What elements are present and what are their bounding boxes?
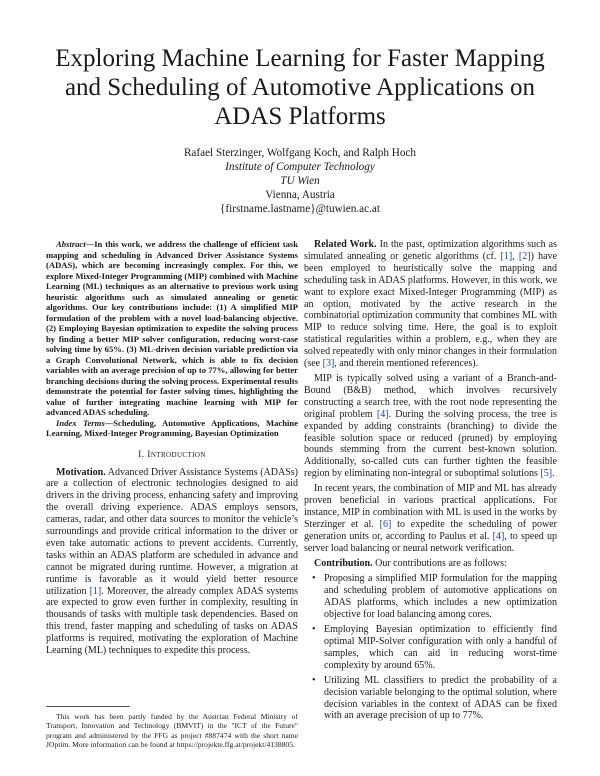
author-institute: Institute of Computer Technology	[225, 161, 375, 173]
right-column	[304, 239, 557, 725]
author-names: Rafael Sterzinger, Wolfgang Koch, and Ralph Hoch	[183, 147, 417, 159]
author-university: TU Wien	[280, 175, 320, 187]
contribution-paragraph	[304, 558, 557, 570]
related-work-text-2: ) have been employed to heuristically solve the mapping and scheduling task in ADAS platforms. However, in this work, we want to explore exact Mixed-Integer Programming (MIP) as an option, motivated by the active research in the combinatorial optimization community that combines ML with MIP to reduce solving time. Here, the goal is to exploit statistical regularities within a problem, e.g., when they are solved repeatedly with only minor changes in their formulation (see	[304, 250, 558, 370]
motivation-text-2: . Moreover, the already complex ADAS systems are expected to grow even further in complexity, resulting in thousands of tasks with multiple task dependencies. Based on this trend, faster mapping and scheduling of tasks on ADAS platforms is required, motivating the exploration of Machine Learning (ML) techniques to expedite this process.	[46, 585, 298, 657]
footnote: This work has been partly funded by the Austrian Federal Ministry of Transport, Innovation and Technology (BMVIT) in the "ICT of the Future" program and administered by the FFG as project #887474 with the short name JOptim. More information can be found at https://projekte.ffg.at/projekt/4138805.	[46, 712, 298, 750]
related-work-text-1: In the past, optimization algorithms such as simulated annealing or genetic algorithms (cf.	[304, 239, 557, 262]
citation-link[interactable]: [3]	[322, 358, 335, 370]
contribution-label: Contribution.	[314, 557, 373, 569]
bullet-icon: •	[312, 624, 316, 636]
citation-link[interactable]: [5]	[540, 468, 553, 480]
mip-paragraph	[304, 373, 557, 480]
abstract-label: Abstract	[56, 239, 86, 249]
recent-years-paragraph	[304, 483, 557, 554]
footnote-rule	[46, 706, 130, 707]
list-item	[304, 675, 557, 723]
citation-link[interactable]: [4]	[376, 408, 389, 420]
related-work-label: Related Work.	[314, 239, 377, 250]
citation-link[interactable]: [1]	[89, 585, 102, 597]
recent-text-2: to expedite the scheduling of power generation units or, according to Paulus et al.	[304, 518, 557, 542]
index-terms	[46, 418, 298, 439]
list-item-text: Employing Bayesian optimization to efficiently find optimal MIP-Solver configuration with only a handful of samples, which can aid in reducing worst-time complexity by around 65%.	[324, 624, 557, 671]
motivation-label: Motivation.	[56, 466, 106, 478]
list-item	[304, 573, 557, 621]
contribution-intro: Our contributions are as follows:	[372, 557, 507, 569]
abstract	[46, 239, 298, 418]
citation-link[interactable]: [2]	[518, 250, 531, 262]
section-heading-introduction: I. Introduction	[138, 449, 206, 460]
title-line-1: Exploring Machine Learning for Faster Mapping	[55, 45, 545, 72]
motivation-text-1: Advanced Driver Assistance Systems (ADASs) are a collection of electronic technologies designed to aid drivers in the driving process, enhancing safety and improving the overall driving experience. ADAS employs sensors, cameras, radar, and other data sources to monitor the vehicle’s surroundings and provide critical information to the driver or even take automatic actions to prevent accidents. Currently, tasks within an ADAS platform are scheduled in advance and cannot be migrated during runtime. However, a migration at runtime is favorable as it would yield better resource utilization	[46, 466, 298, 597]
mip-text-3: .	[552, 468, 555, 480]
bullet-icon: •	[312, 573, 316, 585]
contribution-list	[304, 573, 557, 722]
bullet-icon: •	[312, 674, 316, 686]
index-terms-label: Index Terms	[56, 417, 105, 428]
list-item-text: Utilizing ML classifiers to predict the probability of a decision variable belonging to the optimal solution, where decision variables in the context of ADAS can be fixed with an average precision of up to 77%.	[324, 674, 557, 722]
mip-text-2: . During the solving process, the tree is expanded by adding constraints (branching) to divide the feasible solution space or reduced (pruned) by employing bounds stemming from the current best-known solution. Additionally, so-called cuts can further tighten the feasible region by eliminating non-integral or suboptimal solutions	[304, 408, 557, 480]
title-line-2: and Scheduling of Automotive Applications on	[64, 74, 536, 101]
citation-link[interactable]: [4]	[492, 530, 505, 542]
citation-link[interactable]: [6]	[379, 518, 392, 530]
left-column	[46, 239, 298, 660]
related-work-text-3: , and therein mentioned references).	[334, 358, 479, 370]
citation-separator: ,	[512, 250, 519, 262]
list-item-text: Proposing a simplified MIP formulation for the mapping and scheduling problem of automotive applications on ADAS platforms, which includes a new optimization objective for load balancing among cores.	[324, 573, 557, 621]
author-email: {firstname.lastname}@tuwien.ac.at	[220, 203, 380, 215]
author-block	[100, 146, 500, 216]
title-line-3: ADAS Platforms	[214, 103, 386, 130]
recent-text-1: In recent years, the combination of MIP and ML has already proven beneficial in various practical applications. For instance, MIP in combination with ML is used in the works by Sterzinger et al.	[304, 483, 557, 530]
index-terms-text: —Scheduling, Automotive Applications, Machine Learning, Mixed-Integer Programming, Bayesian Optimization	[46, 417, 299, 438]
recent-text-3: , to speed up server load balancing or neural network verification.	[304, 530, 557, 554]
abstract-text: —In this work, we address the challenge of efficient task mapping and scheduling in Advanced Driver Assistance Systems (ADAS), which are becoming increasingly complex. For this, we explore Mixed-Integer Programming (MIP) combined with Machine Learning (ML) techniques as an alternative to previous work using heuristic algorithms such as simulated annealing or genetic algorithms. Our key contributions include: (1) A simplified MIP formulation of the problem with a novel load-balancing objective. (2) Employing Bayesian optimization to expedite the solving process by finding a better MIP solver configuration, reducing worst-case solving time by 65%. (3) ML-driven decision variable prediction via a Graph Convolutional Network, which is able to fix decision variables with an average precision of up to 77%, allowing for better branching decisions during the solving process. Experimental results demonstrate the potential for faster solving times, highlighting the value of further integrating machine learning with MIP for advanced ADAS scheduling.	[46, 239, 298, 417]
author-location: Vienna, Austria	[265, 189, 335, 201]
motivation-paragraph	[46, 467, 298, 658]
list-item	[304, 624, 557, 672]
paper-title	[40, 44, 560, 131]
mip-text-1: MIP is typically solved using a variant of a Branch-and-Bound (B&B) method, which involves recursively constructing a search tree, with the root node representing the original problem	[304, 372, 557, 420]
related-work-paragraph	[304, 239, 557, 370]
citation-link[interactable]: [1]	[500, 250, 513, 262]
